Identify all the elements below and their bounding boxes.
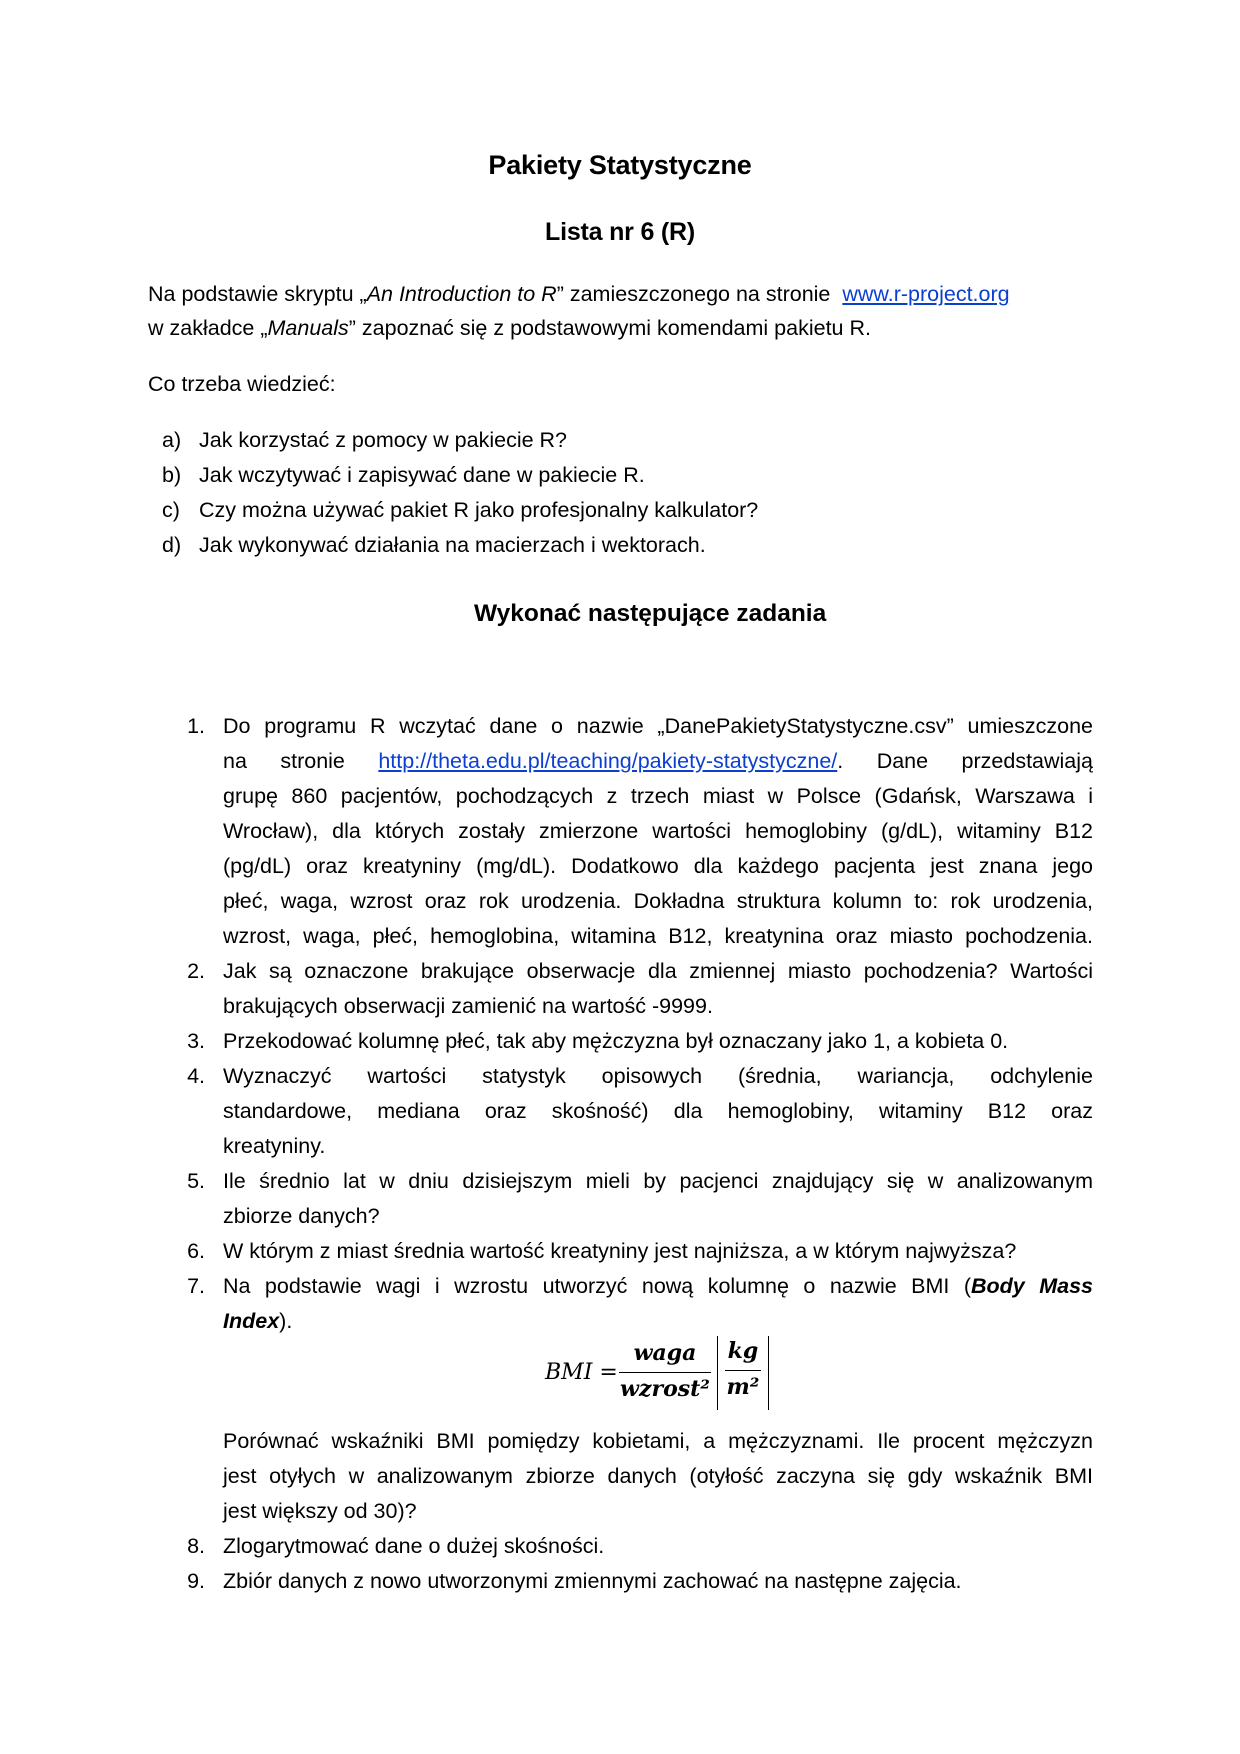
question-item: Jak wczytywać i zapisywać dane w pakiecie R. — [199, 463, 645, 487]
task-7-line — [223, 1272, 1093, 1300]
task-text: na stronie — [223, 749, 345, 773]
task-text: . Dane przedstawiają — [837, 749, 1093, 773]
formula-fraction — [619, 1338, 711, 1405]
formula-unit-numerator: kg — [727, 1338, 759, 1364]
question-marker: a) — [162, 428, 182, 452]
question-item: Czy można używać pakiet R jako profesjonalny kalkulator? — [199, 498, 759, 522]
task-italic-body-mass: Body Mass — [971, 1274, 1093, 1298]
intro-italic-manuals: Manuals — [267, 316, 349, 340]
page-subtitle: Lista nr 6 (R) — [545, 218, 695, 246]
task-1-line: Wrocław), dla których zostały zmierzone wartości hemoglobiny (g/dL), witaminy B12 — [223, 819, 1093, 843]
task-7-line — [223, 1307, 1093, 1335]
task-marker: 6. — [187, 1239, 205, 1263]
task-5-line: Ile średnio lat w dniu dzisiejszym mieli by pacjenci znajdujący się w analizowanym — [223, 1169, 1093, 1193]
task-text: Na podstawie wagi i wzrostu utworzyć nową kolumnę o nazwie BMI ( — [223, 1274, 972, 1298]
question-item: Jak wykonywać działania na macierzach i wektorach. — [199, 533, 706, 557]
formula-denominator: wzrost² — [620, 1376, 710, 1402]
task-1-line: Do programu R wczytać dane o nazwie „DanePakietyStatystyczne.csv” umieszczone — [223, 714, 1093, 738]
intro-line-1 — [148, 280, 1010, 308]
task-7-line: jest większy od 30)? — [223, 1499, 417, 1523]
task-1-line — [223, 747, 1093, 775]
tasks-heading: Wykonać następujące zadania — [474, 600, 827, 627]
task-1-line: wzrost, waga, płeć, hemoglobina, witamina B12, kreatynina oraz miasto pochodzenia. — [223, 924, 1093, 948]
bmi-formula — [540, 1338, 800, 1410]
task-marker: 4. — [187, 1064, 205, 1088]
task-marker: 8. — [187, 1534, 205, 1558]
need-label: Co trzeba wiedzieć: — [148, 372, 336, 396]
formula-lhs: BMI = — [545, 1360, 618, 1385]
intro-text: Na podstawie skryptu „ — [148, 282, 367, 306]
task-marker: 2. — [187, 959, 205, 983]
page-title: Pakiety Statystyczne — [488, 150, 752, 180]
question-marker: c) — [162, 498, 180, 522]
task-7-line: jest otyłych w analizowanym zbiorze danych (otyłość zaczyna się gdy wskaźnik BMI — [223, 1464, 1093, 1488]
task-8-line: Zlogarytmować dane o dużej skośności. — [223, 1534, 605, 1558]
task-2-line: Jak są oznaczone brakujące obserwacje dla zmiennej miasto pochodzenia? Wartości — [223, 959, 1093, 983]
formula-unit-denominator: m² — [726, 1374, 760, 1400]
task-5-line: zbiorze danych? — [223, 1204, 380, 1228]
question-marker: b) — [162, 463, 182, 487]
task-marker: 7. — [187, 1274, 205, 1298]
task-2-line: brakujących obserwacji zamienić na wartość -9999. — [223, 994, 713, 1018]
r-project-link[interactable]: www.r-project.org — [842, 282, 1010, 306]
task-4-line: standardowe, mediana oraz skośność) dla hemoglobiny, witaminy B12 oraz — [223, 1099, 1093, 1123]
question-marker: d) — [162, 533, 182, 557]
intro-text: ” zapoznać się z podstawowymi komendami pakietu R. — [348, 316, 871, 340]
task-1-line: grupę 860 pacjentów, pochodzących z trzech miast w Polsce (Gdańsk, Warszawa i — [223, 784, 1093, 808]
task-marker: 1. — [187, 714, 205, 738]
task-6-line: W którym z miast średnia wartość kreatyniny jest najniższa, a w którym najwyższa? — [223, 1239, 1017, 1263]
task-italic-index: Index — [223, 1309, 280, 1333]
question-item: Jak korzystać z pomocy w pakiecie R? — [199, 428, 568, 452]
task-marker: 9. — [187, 1569, 205, 1593]
intro-text: w zakładce „ — [148, 316, 268, 340]
task-marker: 5. — [187, 1169, 205, 1193]
task-7-line: Porównać wskaźniki BMI pomiędzy kobietami, a mężczyznami. Ile procent mężczyzn — [223, 1429, 1093, 1453]
task-4-line: Wyznaczyć wartości statystyk opisowych (średnia, wariancja, odchylenie — [223, 1064, 1093, 1088]
task-1-line: (pg/dL) oraz kreatyniny (mg/dL). Dodatkowo dla każdego pacjenta jest znana jego — [223, 854, 1093, 878]
task-marker: 3. — [187, 1029, 205, 1053]
task-9-line: Zbiór danych z nowo utworzonymi zmiennymi zachować na następne zajęcia. — [223, 1569, 962, 1593]
task-3-line: Przekodować kolumnę płeć, tak aby mężczyzna był oznaczany jako 1, a kobieta 0. — [223, 1029, 1009, 1053]
task-4-line: kreatyniny. — [223, 1134, 326, 1158]
intro-text: ” zamieszczonego na stronie — [556, 282, 837, 306]
task-1-line: płeć, waga, wzrost oraz rok urodzenia. Dokładna struktura kolumn to: rok urodzenia, — [223, 889, 1093, 913]
theta-edu-link[interactable]: http://theta.edu.pl/teaching/pakiety-statystyczne/ — [378, 749, 838, 773]
intro-line-2 — [148, 314, 871, 342]
task-text: ). — [279, 1309, 293, 1333]
formula-unit-brackets — [717, 1336, 769, 1410]
intro-italic-title: An Introduction to R — [366, 282, 557, 306]
formula-numerator: waga — [633, 1340, 697, 1366]
